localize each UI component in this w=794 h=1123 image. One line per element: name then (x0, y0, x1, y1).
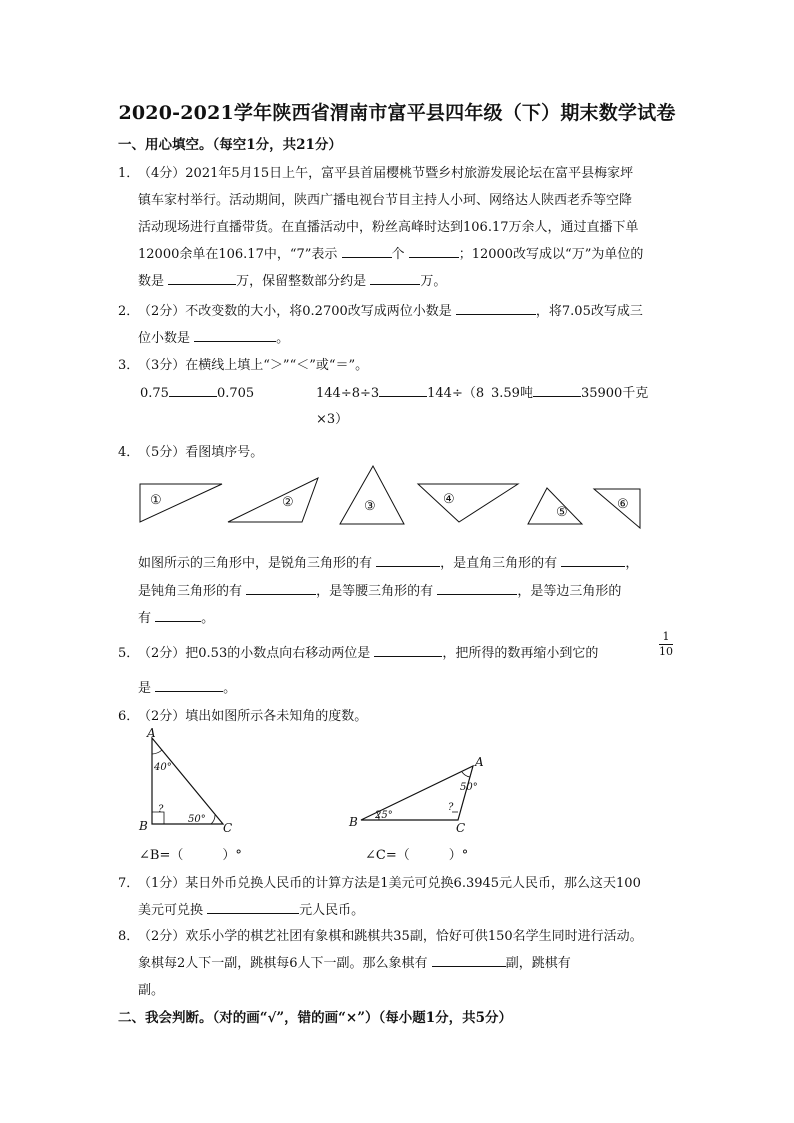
q6-fig1-arc-A (152, 750, 162, 754)
q7-text-2a: 美元可兑换 (138, 903, 204, 918)
q5-number: 5． (118, 646, 140, 661)
q4-number: 4． (118, 445, 140, 460)
q4-blank-isosceles[interactable] (437, 580, 517, 595)
q2-line-1 (138, 300, 643, 319)
q6-number: 6． (118, 709, 140, 724)
q8-blank-chess[interactable] (432, 952, 506, 967)
q1-text-5a: 数是 (138, 274, 165, 289)
triangle-5-label: ⑤ (556, 505, 568, 520)
q3-c1b: 0.705 (216, 386, 255, 401)
q1-text-1: 2021年5月15日上午，富平县首届樱桃节暨乡村旅游发展论坛在富平县梅家坪 (185, 166, 634, 181)
q5-text-1a: （2分）把0.53的小数点向右移动两位是 (138, 646, 371, 661)
q3-compare-3 (491, 382, 648, 401)
triangle-6-label: ⑥ (617, 497, 629, 512)
q3-text: （3分）在横线上填上“＞”“＜”或“＝”。 (138, 358, 369, 373)
q1-blank-3[interactable] (168, 270, 236, 285)
q3-c3a: 3.59吨 (491, 386, 533, 401)
q8-line-2 (138, 952, 571, 971)
q3-compare-2 (316, 382, 484, 401)
q6-answer-B[interactable]: ∠B=（ ）° (139, 848, 242, 863)
triangle-4 (418, 484, 518, 522)
q1-line-2: 镇车家村举行。活动期间，陕西广播电视台节目主持人小珂、网络达人陕西老乔等空降 (138, 193, 633, 208)
q6-text: （2分）填出如图所示各未知角的度数。 (138, 709, 368, 724)
q2-text-2a: 位小数是 (138, 331, 191, 346)
q1-blank-4[interactable] (370, 270, 420, 285)
q8-number: 8． (118, 929, 140, 944)
q5-blank-2[interactable] (155, 677, 223, 692)
q1-text-4b: 个 (391, 247, 405, 262)
q4-blank-right[interactable] (561, 552, 625, 567)
q1-score: （4分） (138, 166, 186, 181)
q4-line-3 (138, 607, 214, 626)
q6-fig1-label-B: B (139, 819, 148, 833)
q4-text-2a: 是钝角三角形的有 (138, 584, 243, 599)
q8-text-2b: 副，跳棋有 (505, 956, 571, 971)
q5-line-2 (138, 677, 236, 696)
q8-text-2a: 象棋每2人下一副，跳棋每6人下一副。那么象棋有 (138, 956, 428, 971)
q4-text-3b: 。 (201, 611, 215, 626)
q3-compare-1 (140, 382, 254, 401)
page-title: 2020-2021学年陕西省渭南市富平县四年级（下）期末数学试卷 (118, 102, 676, 124)
q4-blank-obtuse[interactable] (246, 580, 316, 595)
q7-line-1: （1分）某日外币兑换人民币的计算方法是1美元可兑换6.3945元人民币，那么这天100 (138, 876, 641, 891)
q2-line-2 (138, 327, 289, 346)
q1-text-5c: 万。 (420, 274, 447, 289)
q1-blank-1[interactable] (342, 243, 392, 258)
q5-blank-1[interactable] (374, 642, 442, 657)
q6-fig1-label-C: C (223, 821, 233, 835)
q2-blank-1[interactable] (456, 300, 536, 315)
q5-fraction-denominator: 10 (659, 645, 673, 658)
q1-text-4a: 12000余单在106.17中，“7”表示 (138, 247, 338, 262)
q4-blank-acute[interactable] (376, 552, 440, 567)
q3-number: 3． (118, 358, 140, 373)
q4-blank-equilateral[interactable] (155, 607, 201, 622)
q6-fig2-angle-B: 25° (375, 810, 393, 821)
q2-number: 2． (118, 304, 140, 319)
q6-answer-C[interactable]: ∠C=（ ）° (365, 848, 469, 863)
q1-line-3: 活动现场进行直播带货。在直播活动中，粉丝高峰时达到106.17万余人，通过直播下单 (138, 220, 639, 235)
q5-text-2b: 。 (223, 681, 237, 696)
q3-blank-2[interactable] (379, 382, 427, 397)
q4-text-1a: 如图所示的三角形中，是锐角三角形的有 (138, 556, 373, 571)
q6-fig1-label-A: A (147, 728, 156, 740)
q2-text-2b: 。 (276, 331, 290, 346)
q1-line-5 (138, 270, 446, 289)
q1-line-1 (138, 162, 633, 181)
q3-c3b: 35900千克 (580, 386, 649, 401)
section-2-heading: 二、我会判断。（对的画“√”，错的画“×”）（每小题1分，共5分） (118, 1010, 513, 1026)
q6-fig2-angle-A: 50° (460, 782, 478, 793)
triangle-5 (528, 488, 582, 524)
q6-fig1-arc-C (211, 815, 215, 824)
triangle-4-label: ④ (443, 492, 455, 507)
q6-fig2-arc-A (462, 772, 470, 777)
q6-fig2-label-B: B (349, 815, 358, 829)
q6-fig1-angle-C: 50° (188, 814, 206, 825)
q1-line-4 (138, 243, 643, 262)
q5-fraction-numerator: 1 (659, 630, 673, 645)
triangle-3 (340, 466, 404, 524)
q7-blank[interactable] (207, 899, 299, 914)
q2-text-1a: （2分）不改变数的大小，将0.2700改写成两位小数是 (138, 304, 452, 319)
q4-text-1b: ，是直角三角形的有 (440, 556, 558, 571)
q3-c2b: 144÷（8 (427, 386, 485, 401)
q6-fig1-angle-A: 40° (154, 762, 172, 773)
q6-fig2-label-C: C (456, 821, 466, 835)
triangle-2 (228, 478, 318, 522)
q2-text-1b: ，将7.05改写成三 (535, 304, 643, 319)
q6-figure-2 (345, 752, 495, 838)
q5-fraction (659, 630, 673, 659)
q3-c2c: ×3） (316, 412, 349, 427)
q1-blank-2[interactable] (409, 243, 459, 258)
q4-triangles-figure (130, 460, 660, 540)
q3-c1a: 0.75 (140, 386, 169, 401)
q4-line-2 (138, 580, 621, 599)
q4-line-1 (138, 552, 638, 571)
q6-fig1-question: ? (158, 804, 164, 815)
q3-blank-3[interactable] (533, 382, 581, 397)
section-1-heading: 一、用心填空。（每空1分，共21分） (118, 137, 342, 153)
q4-text-2c: ，是等边三角形的 (517, 584, 622, 599)
q8-line-1: （2分）欢乐小学的棋艺社团有象棋和跳棋共35副，恰好可供150名学生同时进行活动。 (138, 929, 643, 944)
q4-text-3a: 有 (138, 611, 152, 626)
q3-blank-1[interactable] (169, 382, 217, 397)
q1-number: 1． (118, 166, 140, 181)
q4-text: （5分）看图填序号。 (138, 445, 264, 460)
q5-line-1 (138, 642, 598, 661)
q4-text-2b: ，是等腰三角形的有 (316, 584, 434, 599)
q6-fig2-question: ? (448, 802, 454, 813)
q7-line-2 (138, 899, 364, 918)
triangle-2-label: ② (282, 495, 294, 510)
q5-text-1b: ，把所得的数再缩小到它的 (442, 646, 599, 661)
q7-text-2b: 元人民币。 (299, 903, 365, 918)
q6-fig2-label-A: A (475, 755, 484, 769)
q7-number: 7． (118, 876, 140, 891)
triangle-3-label: ③ (364, 499, 376, 514)
q6-figure-1 (135, 728, 255, 838)
q3-c2a: 144÷8÷3 (316, 386, 380, 401)
triangle-1-label: ① (150, 493, 162, 508)
q1-text-5b: 万，保留整数部分约是 (236, 274, 367, 289)
q8-line-3: 副。 (138, 983, 165, 998)
q1-text-4c: ；12000改写成以“万”为单位的 (458, 247, 644, 262)
q4-text-1c: ， (625, 556, 639, 571)
q5-text-2a: 是 (138, 681, 152, 696)
q2-blank-2[interactable] (194, 327, 276, 342)
